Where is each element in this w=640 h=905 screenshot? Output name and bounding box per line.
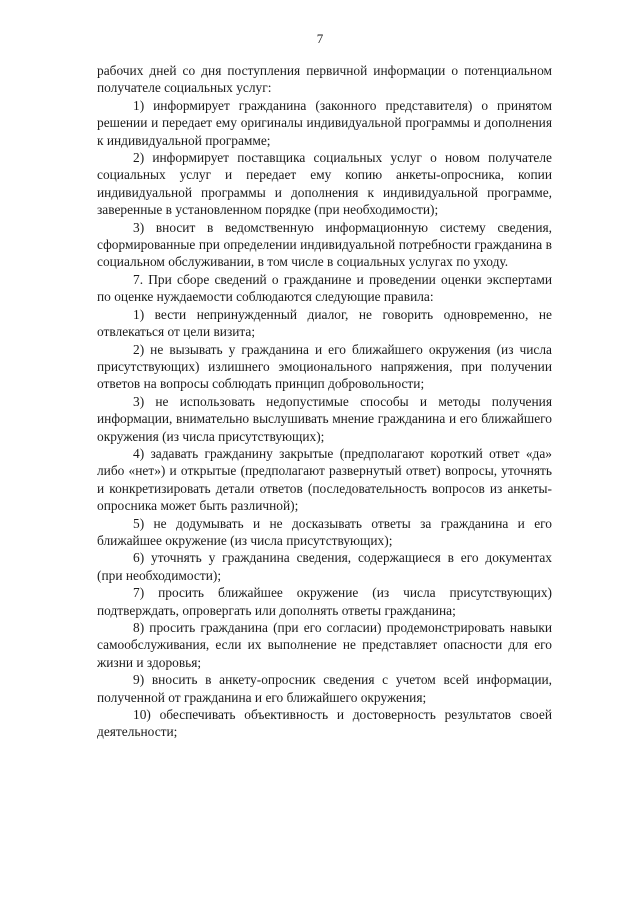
page-number: 7 <box>316 31 324 46</box>
paragraph: 6) уточнять у гражданина сведения, содержащиеся в его документах (при необходимости); <box>97 550 552 583</box>
paragraph: 3) вносит в ведомственную информационную систему сведения, сформированные при определении индивидуальной потребности гражданина в социальном обслуживании, в том числе в социальных услугах по уходу. <box>97 219 552 270</box>
paragraph: 2) не вызывать у гражданина и его ближайшего окружения (из числа присутствующих) излишнего эмоционального напряжения, при получении ответов на вопросы соблюдать принцип добровольности; <box>97 341 552 392</box>
paragraph: 3) не использовать недопустимые способы и методы получения информации, внимательно выслушивать мнение гражданина и его ближайшего окружения (из числа присутствующих); <box>97 393 552 444</box>
document-body <box>97 62 552 741</box>
paragraph: 4) задавать гражданину закрытые (предполагают короткий ответ «да» либо «нет») и открытые (предполагают развернутый ответ) вопросы, уточнять и конкретизировать детали ответов (последовательность вопросов из анкеты-опросника может быть различной); <box>97 445 552 514</box>
paragraph: 7) просить ближайшее окружение (из числа присутствующих) подтверждать, опровергать или дополнять ответы гражданина; <box>97 585 552 618</box>
paragraph: 10) обеспечивать объективность и достоверность результатов своей деятельности; <box>97 707 552 740</box>
paragraph: 9) вносить в анкету-опросник сведения с учетом всей информации, полученной от гражданина и его ближайшего окружения; <box>97 672 552 705</box>
paragraph: рабочих дней со дня поступления первичной информации о потенциальном получателе социальных услуг: <box>97 63 552 96</box>
paragraph: 1) информирует гражданина (законного представителя) о принятом решении и передает ему оригиналы индивидуальной программы и дополнения к индивидуальной программе; <box>97 97 552 148</box>
paragraph: 7. При сборе сведений о гражданине и проведении оценки экспертами по оценке нуждаемости соблюдаются следующие правила: <box>97 271 552 305</box>
paragraph: 8) просить гражданина (при его согласии) продемонстрировать навыки самообслуживания, если их выполнение не представляет опасности для его жизни и здоровья; <box>97 620 552 670</box>
paragraph: 2) информирует поставщика социальных услуг о новом получателе социальных услуг и передает ему копию анкеты-опросника, копии индивидуальной программы и дополнения к индивидуальной программе, заверенные в установленном порядке (при необходимости); <box>97 150 552 218</box>
paragraph: 1) вести непринужденный диалог, не говорить одновременно, не отвлекаться от цели визита; <box>97 306 552 340</box>
paragraph: 5) не додумывать и не досказывать ответы за гражданина и его ближайшее окружение (из числа присутствующих); <box>97 515 552 548</box>
